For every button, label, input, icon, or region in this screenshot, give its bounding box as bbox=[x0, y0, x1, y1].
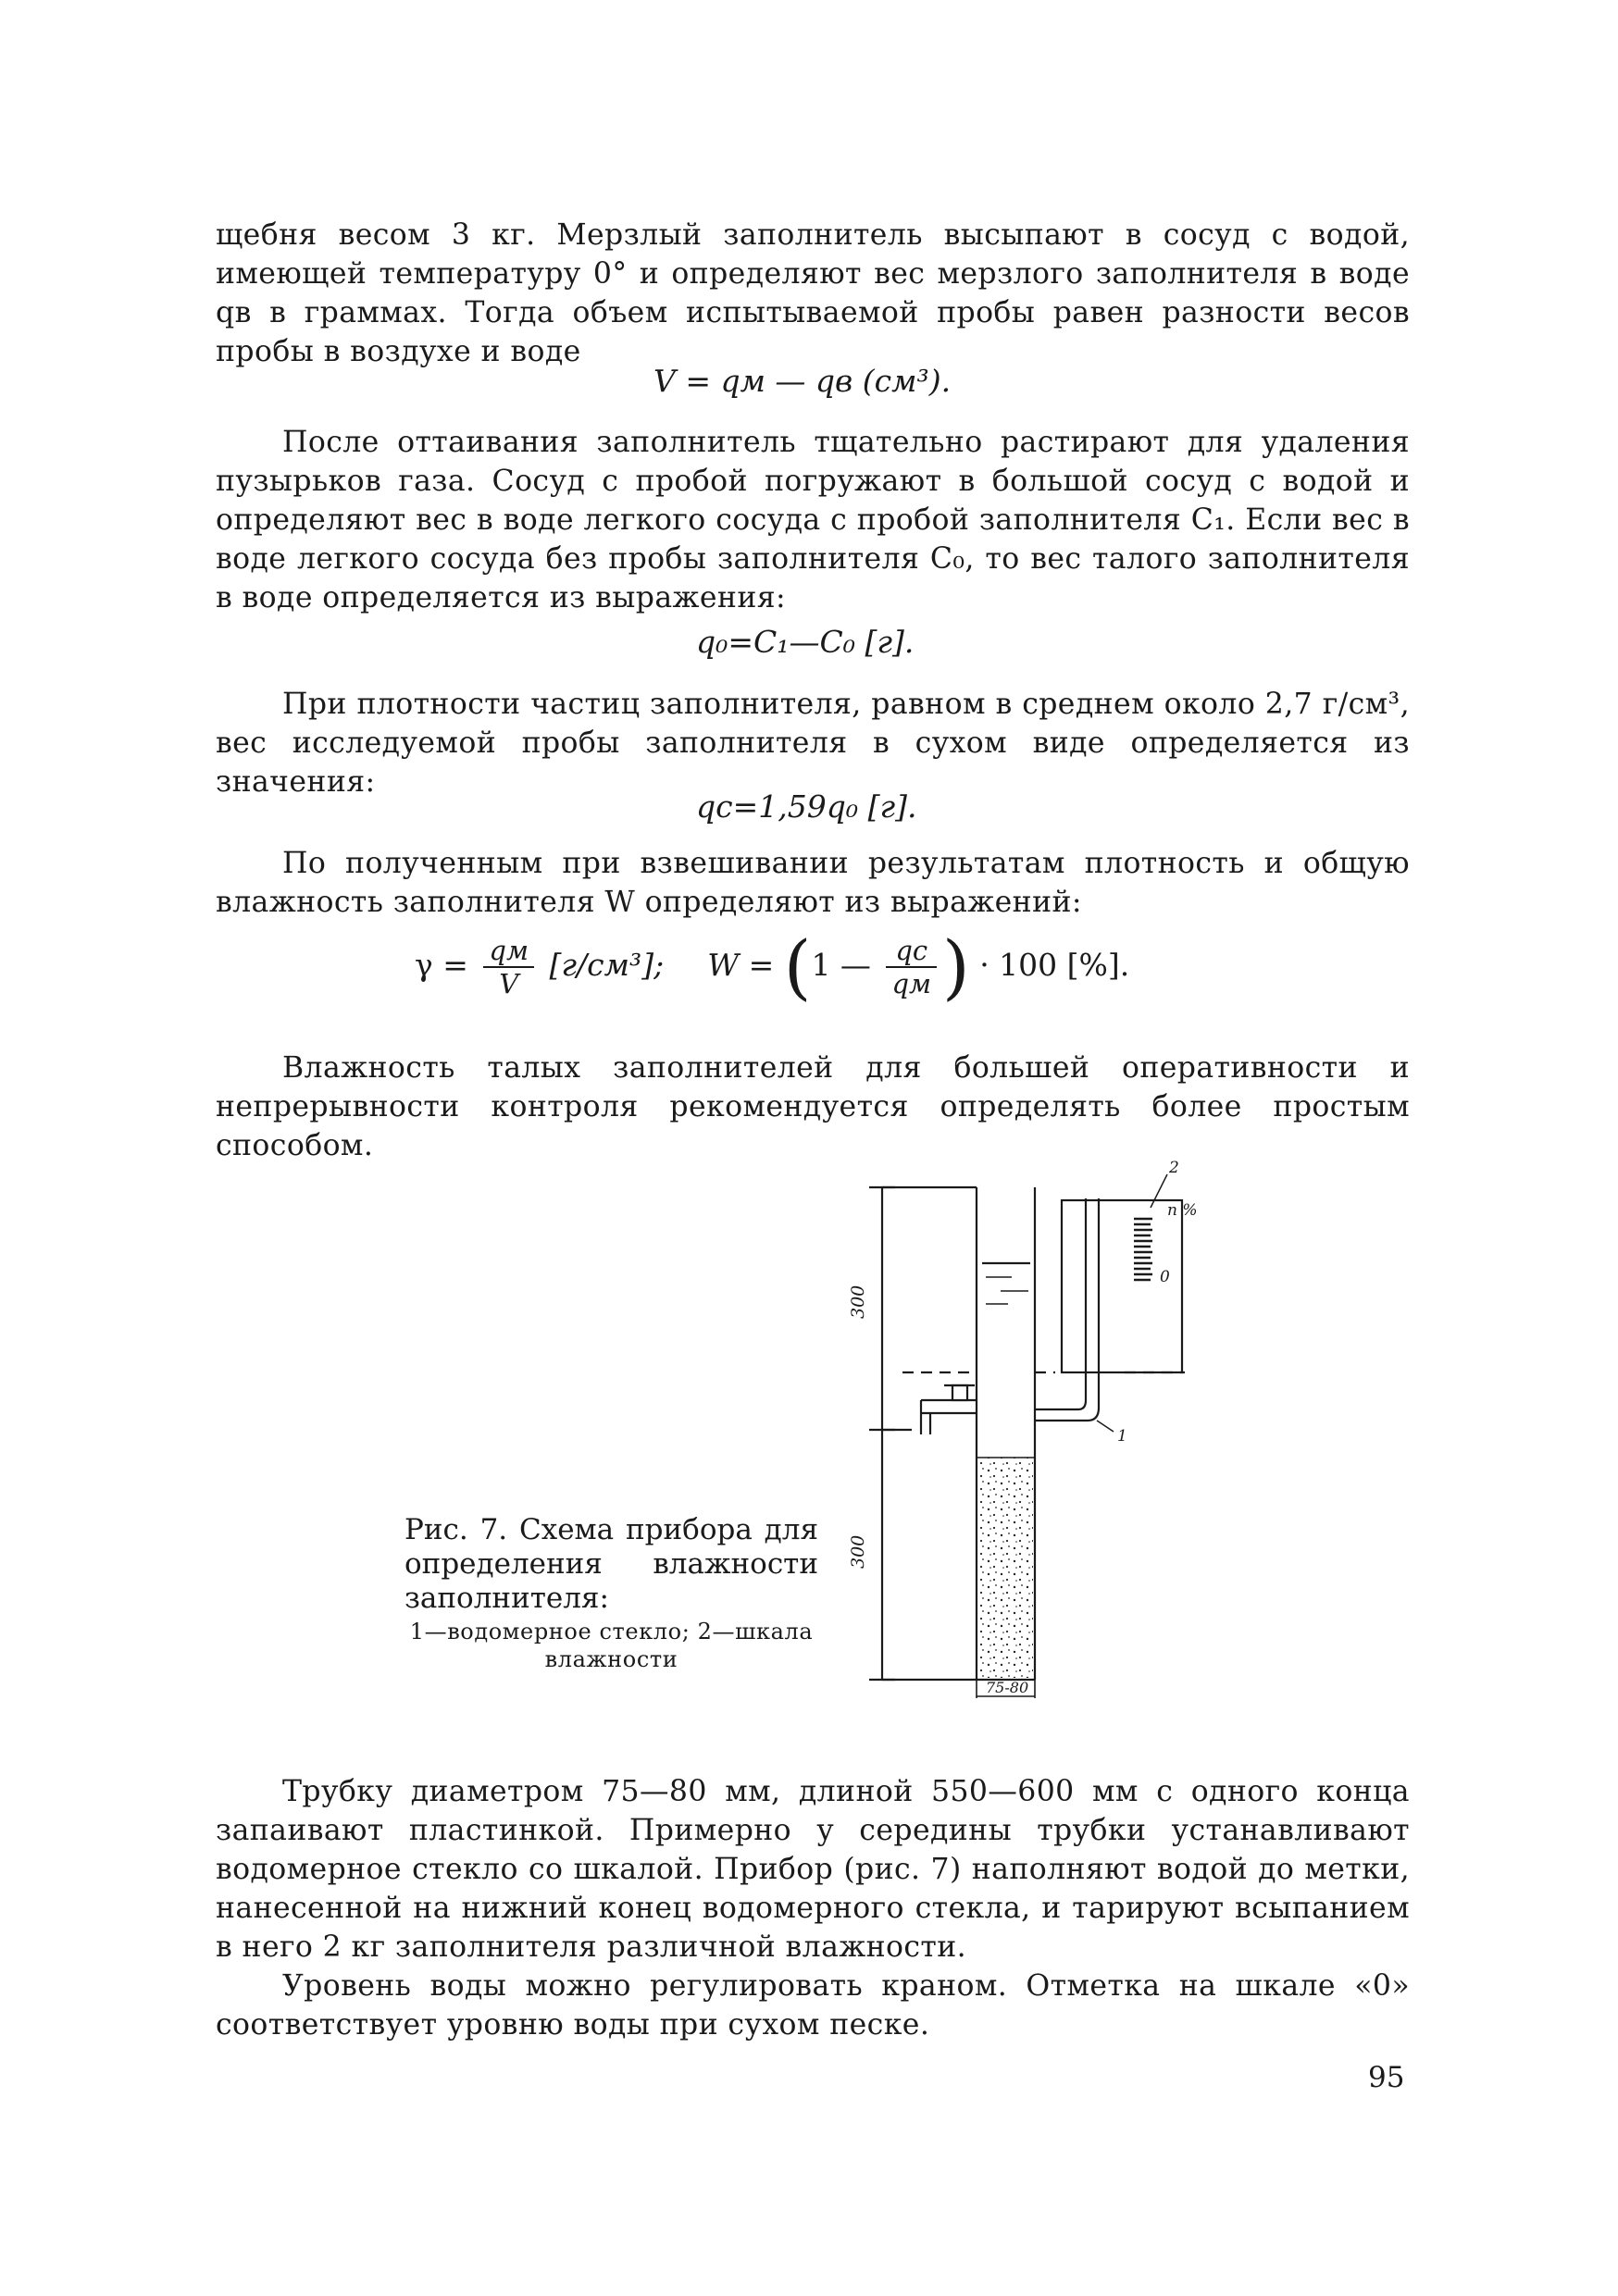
gamma-numerator: qм bbox=[483, 935, 534, 968]
paragraph-1 bbox=[216, 216, 1410, 371]
w-one-minus: 1 — bbox=[811, 947, 871, 983]
paragraph-1-text: щебня весом 3 кг. Мерзлый заполнитель высыпают в сосуд с водой, имеющей температуру 0° и определяют вес мерзлого заполнителя в воде qв в граммах. Тогда объем испытываемой пробы равен разности весов пробы в воздухе и воде bbox=[216, 218, 1410, 368]
paragraph-6 bbox=[216, 1772, 1410, 1967]
paragraph-3 bbox=[216, 685, 1410, 801]
figure-caption-title: Рис. 7. Схема прибора для определения влажности заполнителя: bbox=[404, 1513, 818, 1615]
dim-upper-label: 300 bbox=[848, 1285, 868, 1319]
formula-volume: V = qм — qв (см³). bbox=[653, 363, 952, 399]
w-tail: · 100 [%]. bbox=[979, 947, 1130, 983]
paragraph-5-text: Влажность талых заполнителей для большей оперативности и непрерывности контроля рекомендуется определять более простым способом. bbox=[216, 1051, 1410, 1162]
scale-zero-label: 0 bbox=[1160, 1268, 1170, 1286]
w-fraction bbox=[886, 935, 937, 999]
w-numerator: qс bbox=[886, 935, 937, 968]
paragraph-2-text: После оттаивания заполнитель тщательно растирают для удаления пузырьков газа. Сосуд с пробой погружают в большой сосуд с водой и определяют вес в воде легкого сосуда с пробой заполнителя C₁. Если вес в воде легкого сосуда без пробы заполнителя C₀, то вес талого заполнителя в воде определяется из выражения: bbox=[216, 426, 1410, 614]
gamma-fraction bbox=[483, 935, 534, 999]
scale-top-label: n % bbox=[1167, 1201, 1198, 1220]
paragraph-4 bbox=[216, 844, 1410, 922]
dim-lower-label: 300 bbox=[848, 1534, 868, 1569]
page-number: 95 bbox=[1368, 2061, 1405, 2094]
apparatus-diagram bbox=[848, 1143, 1254, 1717]
paragraph-2 bbox=[216, 423, 1410, 617]
w-lhs: W = bbox=[707, 947, 775, 983]
paragraph-7 bbox=[216, 1967, 1410, 2044]
paragraph-4-text: По полученным при взвешивании результатам плотность и общую влажность заполнителя W определяют из выражений: bbox=[216, 847, 1410, 919]
right-paren: ) bbox=[942, 925, 970, 1008]
gamma-lhs: γ = bbox=[415, 947, 468, 983]
paragraph-6-text: Трубку диаметром 75—80 мм, длиной 550—600 мм с одного конца запаивают пластинкой. Примерно у середины трубки устанавливают водомерное стекло со шкалой. Прибор (рис. 7) наполняют водой до метки, нанесенной на нижний конец водомерного стекла, и тарируют всыпанием в него 2 кг заполнителя различной влажности. bbox=[216, 1775, 1410, 1964]
formula-thawed-weight: q₀=C₁—C₀ [г]. bbox=[696, 624, 915, 660]
figure-caption-legend: 1—водомерное стекло; 2—шкала влажности bbox=[409, 1619, 814, 1672]
callout-2: 2 bbox=[1169, 1159, 1179, 1177]
gamma-unit: [г/см³]; bbox=[549, 947, 665, 983]
paragraph-7-text: Уровень воды можно регулировать краном. Отметка на шкале «0» соответствует уровню воды при сухом песке. bbox=[216, 1969, 1410, 2042]
formula-dry-weight: qс=1,59q₀ [г]. bbox=[696, 788, 917, 825]
w-denominator: qм bbox=[891, 968, 932, 999]
figure-caption bbox=[404, 1513, 818, 1673]
dim-width-label: 75-80 bbox=[986, 1679, 1029, 1696]
sand-sample bbox=[978, 1458, 1033, 1678]
gamma-denominator: V bbox=[499, 968, 519, 999]
left-paren: ( bbox=[783, 925, 812, 1008]
moisture-scale-board bbox=[1062, 1200, 1182, 1372]
paragraph-3-text: При плотности частиц заполнителя, равном в среднем около 2,7 г/см³, вес исследуемой пробы заполнителя в сухом виде определяется из значения: bbox=[216, 688, 1410, 799]
callout-1: 1 bbox=[1117, 1427, 1127, 1446]
formula-density-moisture bbox=[415, 925, 1130, 1008]
